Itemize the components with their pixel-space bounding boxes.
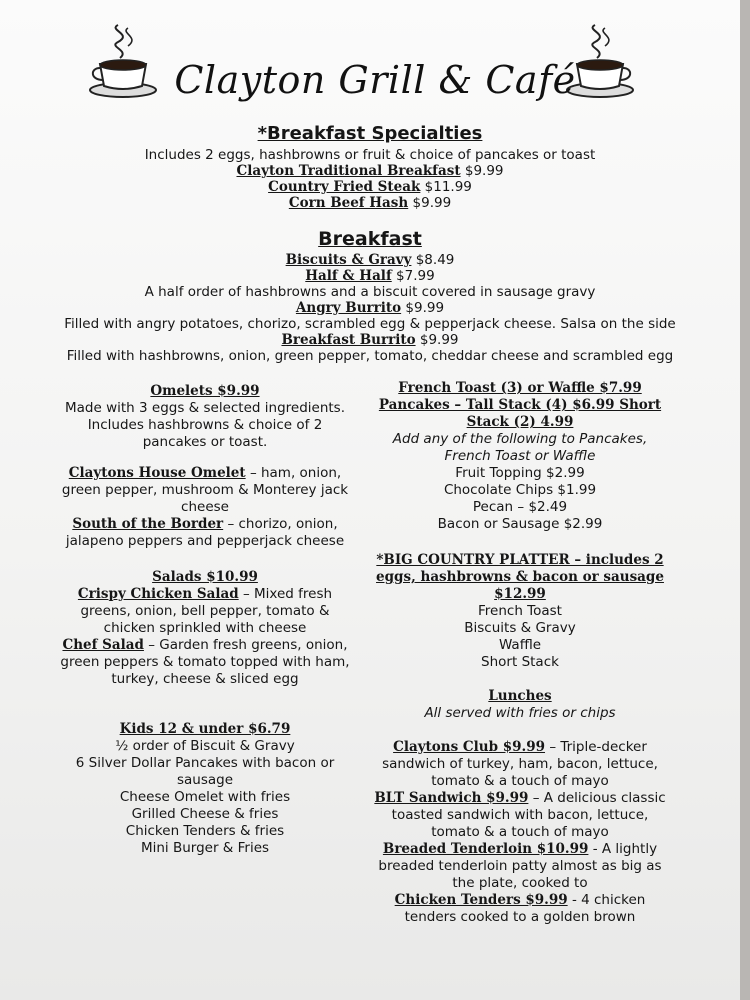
omelet-item-desc: jalapeno peppers and pepperjack cheese xyxy=(65,533,345,549)
kids-item: Mini Burger & Fries xyxy=(140,840,270,856)
omelets-desc: Includes hashbrowns & choice of 2 xyxy=(87,417,323,433)
lunch-item: Chicken Tenders $9.99 - 4 chicken xyxy=(394,892,646,908)
kids-item: Cheese Omelet with fries xyxy=(119,789,291,805)
addon-note: French Toast or Waffle xyxy=(444,448,596,464)
breakfast-item: Breakfast Burrito $9.99 xyxy=(281,332,459,348)
salad-item-desc: greens, onion, bell pepper, tomato & xyxy=(80,603,330,619)
breakfast-item-desc: Filled with hashbrowns, onion, green pepper, tomato, cheddar cheese and scrambled egg xyxy=(66,348,674,364)
lunches-note: All served with fries or chips xyxy=(424,705,616,721)
platter-price: $12.99 xyxy=(494,586,546,602)
salad-item: Chef Salad – Garden fresh greens, onion, xyxy=(62,637,348,653)
breakfast-item: Angry Burrito $9.99 xyxy=(295,300,445,316)
addon-item: Bacon or Sausage $2.99 xyxy=(437,516,603,532)
lunch-item-desc: toasted sandwich with bacon, lettuce, xyxy=(391,807,649,823)
platter-heading: eggs, hashbrowns & bacon or sausage xyxy=(376,569,664,585)
salad-item-desc: chicken sprinkled with cheese xyxy=(103,620,307,636)
kids-heading: Kids 12 & under $6.79 xyxy=(119,721,291,737)
specialties-heading: *Breakfast Specialties xyxy=(257,123,483,144)
specialty-item: Country Fried Steak $11.99 xyxy=(268,179,472,195)
breakfast-item-desc: Filled with angry potatoes, chorizo, scrambled egg & pepperjack cheese. Salsa on the side xyxy=(64,316,676,332)
omelets-heading: Omelets $9.99 xyxy=(150,383,260,399)
specialties-note: Includes 2 eggs, hashbrowns or fruit & choice of pancakes or toast xyxy=(144,147,596,163)
addon-item: Fruit Topping $2.99 xyxy=(455,465,585,481)
addon-item: Pecan – $2.49 xyxy=(472,499,568,515)
kids-item: Grilled Cheese & fries xyxy=(131,806,279,822)
lunch-item: Breaded Tenderloin $10.99 - A lightly xyxy=(382,841,658,857)
lunch-item-desc: tomato & a touch of mayo xyxy=(431,773,609,789)
lunch-item: Claytons Club $9.99 – Triple-decker xyxy=(393,739,647,755)
kids-item: ½ order of Biscuit & Gravy xyxy=(115,738,295,754)
pancakes-heading: Stack (2) 4.99 xyxy=(466,414,574,430)
breakfast-heading: Breakfast xyxy=(318,228,422,250)
omelets-desc: pancakes or toast. xyxy=(142,434,268,450)
lunch-item-desc: tenders cooked to a golden brown xyxy=(404,909,636,925)
lunch-item: BLT Sandwich $9.99 – A delicious classic xyxy=(374,790,666,806)
specialty-item: Clayton Traditional Breakfast $9.99 xyxy=(236,163,504,179)
platter-item: Short Stack xyxy=(481,654,559,670)
breakfast-item: Biscuits & Gravy $8.49 xyxy=(285,252,455,268)
breakfast-item-desc: A half order of hashbrowns and a biscuit covered in sausage gravy xyxy=(144,284,596,300)
platter-item: Biscuits & Gravy xyxy=(464,620,576,636)
left-column xyxy=(40,383,370,857)
omelets-desc: Made with 3 eggs & selected ingredients. xyxy=(65,400,345,416)
omelet-item: South of the Border – chorizo, onion, xyxy=(72,516,338,532)
lunch-item-desc: tomato & a touch of mayo xyxy=(431,824,609,840)
platter-item: French Toast xyxy=(478,603,562,619)
salad-item-desc: turkey, cheese & sliced egg xyxy=(111,671,299,687)
restaurant-title: Clayton Grill & Café xyxy=(174,58,576,102)
lunch-item-desc: breaded tenderloin patty almost as big as xyxy=(378,858,662,874)
lunches-heading: Lunches xyxy=(488,688,552,704)
kids-item: Chicken Tenders & fries xyxy=(125,823,285,839)
salad-item: Crispy Chicken Salad – Mixed fresh xyxy=(77,586,333,602)
lunch-item-desc: sandwich of turkey, ham, bacon, lettuce, xyxy=(382,756,658,772)
salad-item-desc: green peppers & tomato topped with ham, xyxy=(60,654,350,670)
omelet-item-desc: cheese xyxy=(181,499,229,515)
platter-heading: *BIG COUNTRY PLATTER – includes 2 xyxy=(376,552,664,568)
omelet-item: Claytons House Omelet – ham, onion, xyxy=(68,465,342,481)
addon-item: Chocolate Chips $1.99 xyxy=(443,482,597,498)
salads-heading: Salads $10.99 xyxy=(152,569,258,585)
breakfast-item: Half & Half $7.99 xyxy=(305,268,435,284)
omelet-item-desc: green pepper, mushroom & Monterey jack xyxy=(61,482,349,498)
platter-item: Waffle xyxy=(498,637,542,653)
kids-item: 6 Silver Dollar Pancakes with bacon or xyxy=(75,755,335,771)
lunch-item-desc: the plate, cooked to xyxy=(452,875,588,891)
right-column xyxy=(355,380,685,926)
specialty-item: Corn Beef Hash $9.99 xyxy=(288,195,452,211)
kids-item: sausage xyxy=(176,772,234,788)
addon-note: Add any of the following to Pancakes, xyxy=(392,431,648,447)
pancakes-heading: Pancakes – Tall Stack (4) $6.99 Short xyxy=(378,397,662,413)
french-toast-heading: French Toast (3) or Waffle $7.99 xyxy=(398,380,642,396)
